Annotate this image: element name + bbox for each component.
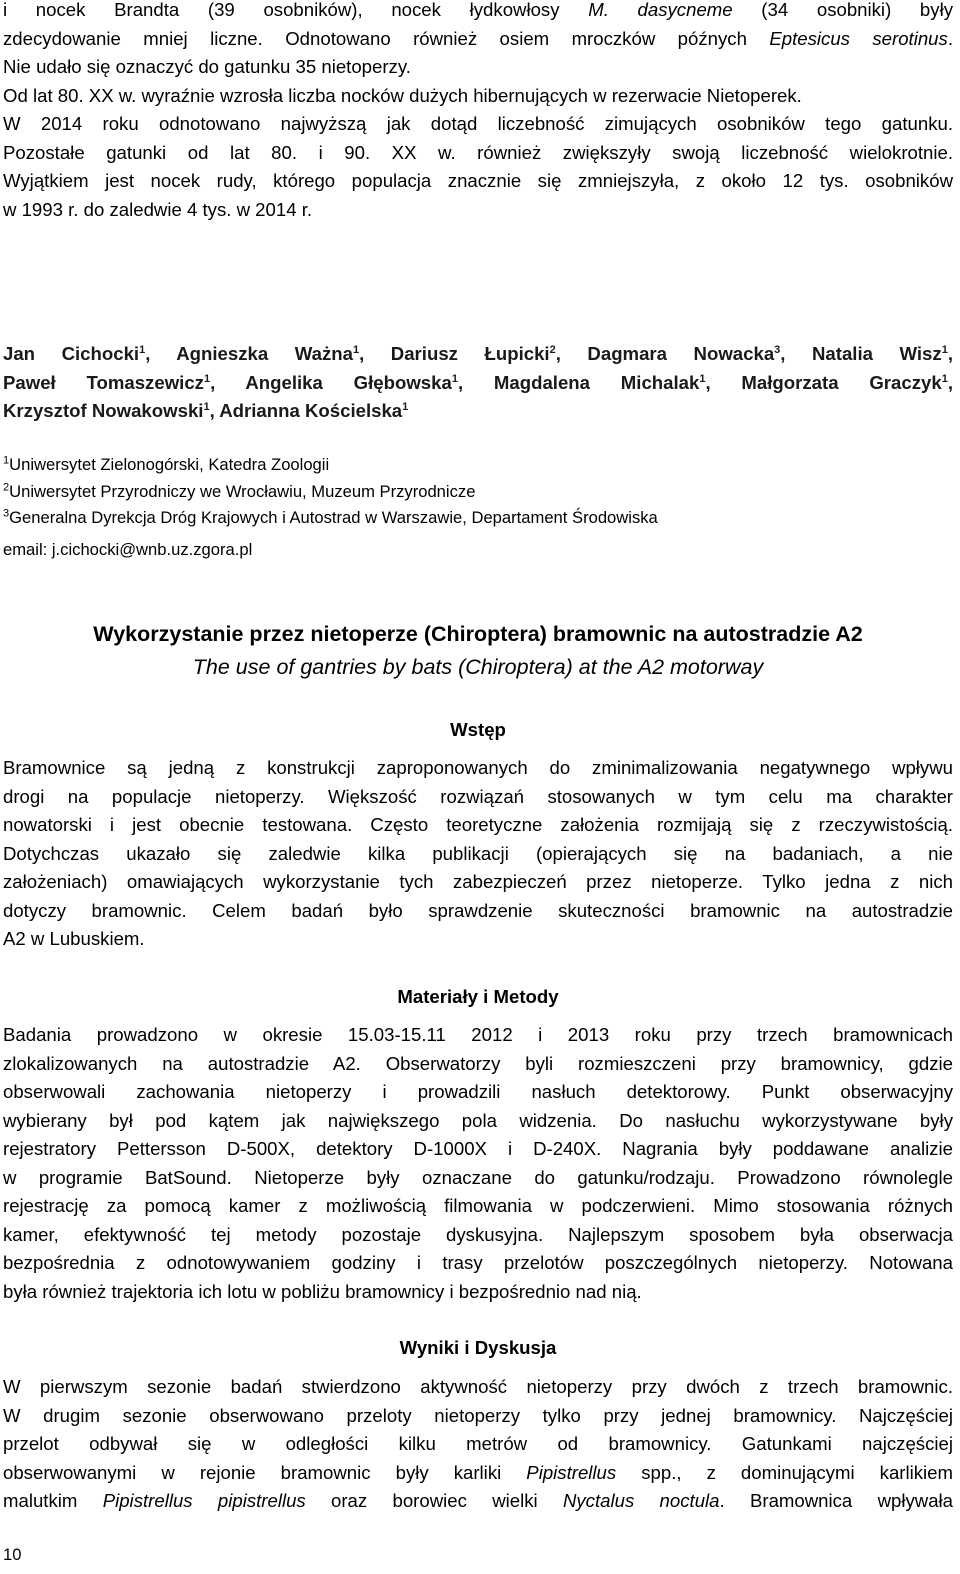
text-run: była również trajektoria ich lotu w pobliżu bramownicy i bezpośrednio nad nią. <box>3 1280 642 1302</box>
text-line <box>3 0 953 25</box>
text-run: , Adrianna Kościelska <box>209 400 403 421</box>
text-line <box>3 1459 953 1488</box>
text-line <box>3 167 953 196</box>
affiliation-marker: 1 <box>699 372 706 385</box>
text-line <box>3 1050 953 1079</box>
text-line <box>3 1107 953 1136</box>
text-run: , Małgorzata Graczyk <box>705 371 942 393</box>
text-run: w programie BatSound. Nietoperze były oznaczane do gatunku/rodzaju. Prowadzono równolegle <box>3 1166 953 1188</box>
affiliation-marker: 1 <box>352 343 360 356</box>
text-run: wybierany był pod kątem jak największego pola widzenia. Do nasłuchu wykorzystywane były <box>3 1109 953 1131</box>
text-run: obserwowanymi w rejonie bramownic były karliki <box>3 1461 527 1483</box>
text-run: dotyczy bramownic. Celem badań było sprawdzenie skuteczności bramownic na autostradzie <box>3 899 953 921</box>
text-run: nowatorski i jest obecnie testowana. Często teoretyczne założenia rozmijają się z rzeczywistością. <box>3 814 953 835</box>
text-line <box>3 1487 953 1516</box>
text-line <box>3 1402 953 1431</box>
text-line <box>3 1221 953 1250</box>
text-line <box>3 868 953 897</box>
affiliations-list <box>3 452 658 532</box>
italic-text: Pipistrellus pipistrellus <box>102 1490 306 1511</box>
text-run: , Dagmara Nowacka <box>555 343 775 364</box>
heading-results-discussion: Wyniki i Dyskusja <box>399 1337 557 1358</box>
text-line <box>3 1078 953 1107</box>
text-run: Badania prowadzono w okresie 15.03-15.11 2012 i 2013 roku przy trzech bramownicach <box>3 1024 953 1045</box>
intro-paragraph <box>3 0 953 224</box>
text-run: Nie udało się oznaczyć do gatunku 35 nietoperzy. <box>3 56 411 77</box>
affiliation-marker: 3 <box>774 343 781 356</box>
text-run: spp., z dominującymi karlikiem <box>616 1461 953 1483</box>
text-line <box>3 340 953 369</box>
affiliation-marker: 1 <box>139 343 146 356</box>
text-run: Wyjątkiem jest nocek rudy, którego populacja znacznie się zmniejszyła, z około 12 tys. osobników <box>3 170 953 191</box>
heading-introduction: Wstęp <box>450 719 506 740</box>
text-run: założeniach) omawiających wykorzystanie tych zabezpieczeń przez nietoperze. Tylko jedna z nich <box>3 871 953 892</box>
text-line <box>3 783 953 812</box>
text-line <box>3 1430 953 1459</box>
text-line <box>3 369 953 398</box>
text-line <box>3 82 953 111</box>
text-run: drogi na populacje nietoperzy. Większość rozwiązań stosowanych w tym celu ma charakter <box>3 785 953 807</box>
authors-list <box>3 340 953 426</box>
page-number: 10 <box>3 1545 22 1564</box>
text-line <box>3 1021 953 1050</box>
italic-text: M. dasycneme <box>588 0 733 20</box>
text-line <box>3 25 953 54</box>
affiliation-2: $^2$Uniwersytet Przyrodniczy we Wrocławiu, Muzeum Przyrodnicze <box>3 480 476 501</box>
heading-materials-methods: Materiały i Metody <box>397 986 559 1007</box>
text-run: , Dariusz Łupicki <box>359 343 550 364</box>
text-run: bezpośrednia z odnotowywaniem godziny i trasy przelotów poszczególnych nietoperzy. Notowana <box>3 1252 953 1273</box>
text-run: Bramownice są jedną z konstrukcji zaproponowanych do zminimalizowania negatywnego wpływu <box>3 757 953 778</box>
affiliation-marker: 1 <box>402 400 409 413</box>
affiliation-marker: 1 <box>203 400 210 413</box>
text-run: Krzysztof Nowakowski <box>3 400 204 421</box>
affiliation-marker: 2 <box>549 343 556 356</box>
text-line <box>3 1278 953 1307</box>
text-line <box>3 397 953 426</box>
text-line <box>3 1249 953 1278</box>
text-run: malutkim <box>3 1490 103 1511</box>
text-run: kamer, efektywność tej metody pozostaje dyskusyjna. Najlepszym sposobem była obserwacja <box>3 1223 953 1245</box>
text-line <box>3 139 953 168</box>
text-run: , Angelika Głębowska <box>210 371 452 393</box>
text-run: Od lat 80. XX w. wyraźnie wzrosła liczba nocków dużych hibernujących w rezerwacie Nietoperek. <box>3 84 802 106</box>
text-run: , Magdalena Michalak <box>457 371 700 393</box>
text-run: przelot odbywał się w odległości kilku metrów od bramownicy. Gatunkami najczęściej <box>3 1433 953 1454</box>
text-line <box>3 53 953 82</box>
results-discussion-paragraph <box>3 1373 953 1516</box>
text-run: W pierwszym sezonie badań stwierdzono aktywność nietoperzy przy dwóch z trzech bramownic. <box>3 1376 953 1397</box>
text-run: , Agnieszka Ważna <box>145 343 353 364</box>
affiliation-marker: 1 <box>451 372 458 385</box>
text-line <box>3 1373 953 1402</box>
text-run: Pozostałe gatunki od lat 80. i 90. XX w. również zwiększyły swoją liczebność wielokrotnie. <box>3 141 953 163</box>
text-run: . <box>947 27 953 49</box>
text-run: obserwowali zachowania nietoperzy i prowadzili nasłuch detektorowy. Punkt obserwacyjny <box>3 1081 953 1102</box>
text-run: i nocek Brandta (39 osobników), nocek łydkowłosy <box>3 0 589 20</box>
text-run: Jan Cichocki <box>3 343 140 364</box>
text-line <box>3 1164 953 1193</box>
text-run: oraz borowiec wielki <box>305 1490 563 1511</box>
text-run: , <box>947 371 953 393</box>
text-line <box>3 897 953 926</box>
article-title-english: The use of gantries by bats (Chiroptera) at the A2 motorway <box>192 655 764 679</box>
affiliation-3: $^3$Generalna Dyrekcja Dróg Krajowych i Autostrad w Warszawie, Departament Środowiska <box>3 507 658 527</box>
italic-text: Pipistrellus <box>526 1461 617 1483</box>
italic-text: Eptesicus serotinus <box>769 27 948 49</box>
text-run: (34 osobniki) były <box>732 0 953 20</box>
text-run: W drugim sezonie obserwowano przeloty nietoperzy tylko przy jednej bramownicy. Najczęściej <box>3 1404 953 1426</box>
text-run: W 2014 roku odnotowano najwyższą jak dotąd liczebność zimujących osobników tego gatunku. <box>3 113 953 134</box>
text-line <box>3 110 953 139</box>
text-run: Paweł Tomaszewicz <box>3 371 204 393</box>
affiliation-marker: 1 <box>203 372 211 385</box>
text-line <box>3 754 953 783</box>
text-line <box>3 811 953 840</box>
text-run: rejestratory Pettersson D-500X, detektory D-1000X i D-240X. Nagrania były poddawane analizie <box>3 1138 953 1159</box>
article-title-polish: Wykorzystanie przez nietoperze (Chiroptera) bramownic na autostradzie A2 <box>93 622 863 646</box>
text-line <box>3 196 953 225</box>
text-line <box>3 1135 953 1164</box>
introduction-paragraph <box>3 754 953 954</box>
materials-methods-paragraph <box>3 1021 953 1306</box>
text-run: , <box>947 343 953 364</box>
text-line <box>3 925 953 954</box>
text-run: Dotychczas ukazało się zaledwie kilka publikacji (opierających się na badaniach, a nie <box>3 842 953 864</box>
contact-email: email: j.cichocki@wnb.uz.zgora.pl <box>3 540 253 559</box>
affiliation-marker: 1 <box>941 372 948 385</box>
text-line <box>3 1192 953 1221</box>
italic-text: Nyctalus noctula <box>562 1490 720 1511</box>
affiliation-1: $^1$Uniwersytet Zielonogórski, Katedra Zoologii <box>3 454 330 474</box>
text-run: zlokalizowanych na autostradzie A2. Obserwatorzy byli rozmieszczeni przy bramownicy, gdzie <box>3 1052 953 1074</box>
text-line <box>3 840 953 869</box>
affiliation-marker: 1 <box>941 343 948 356</box>
text-run: zdecydowanie mniej liczne. Odnotowano również osiem mroczków późnych <box>3 27 770 49</box>
text-run: . Bramownica wpływała <box>719 1490 954 1511</box>
text-run: A2 w Lubuskiem. <box>3 928 145 949</box>
text-run: , Natalia Wisz <box>780 343 942 364</box>
text-run: w 1993 r. do zaledwie 4 tys. w 2014 r. <box>3 198 313 220</box>
text-run: rejestrację za pomocą kamer z możliwością filmowania w podczerwieni. Mimo stosowania różnych <box>3 1195 953 1216</box>
